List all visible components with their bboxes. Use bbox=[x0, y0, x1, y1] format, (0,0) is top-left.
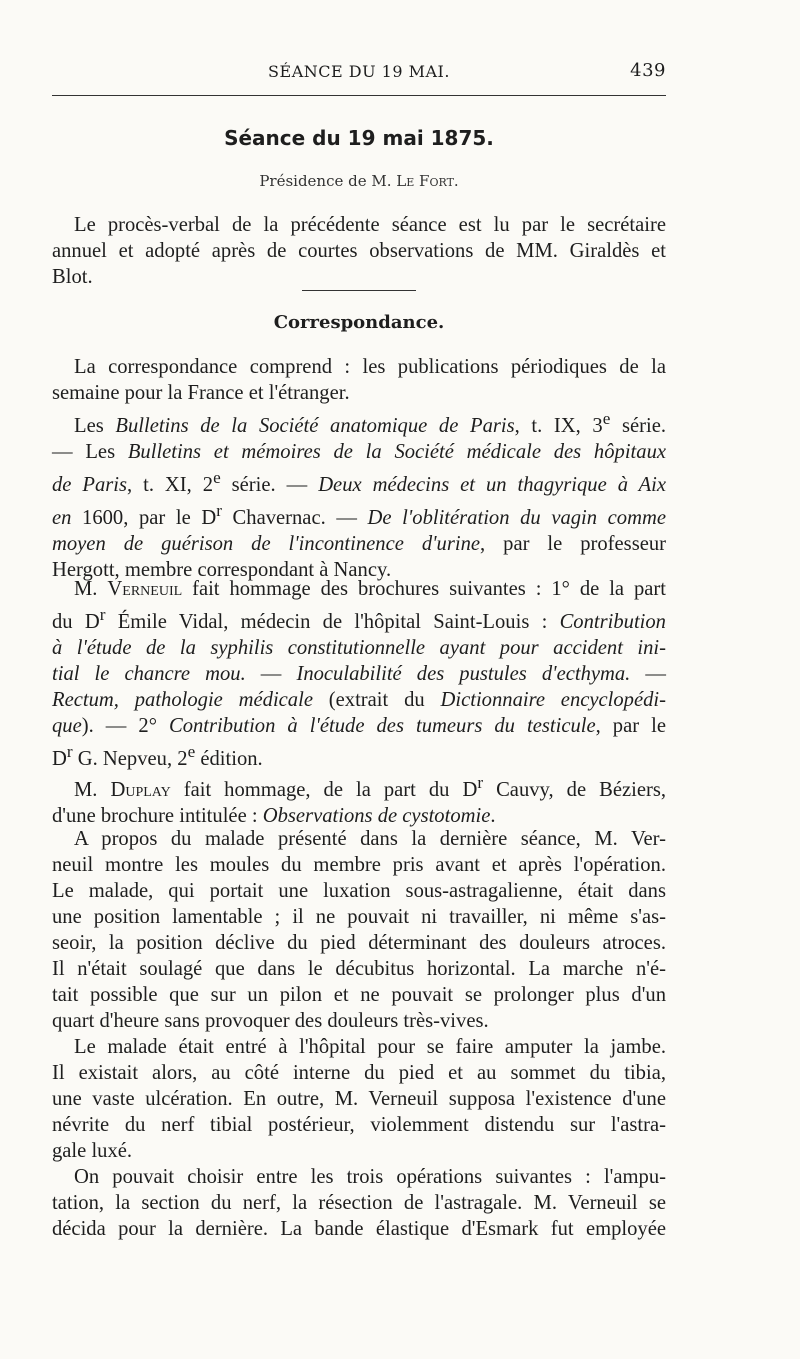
text-line: On pouvait choisir entre les trois opérations suivantes : l'ampu- bbox=[74, 1166, 666, 1188]
text-line: tation, la section du nerf, la résection de l'astragale. M. Verneuil se bbox=[52, 1192, 666, 1214]
text-line: une vaste ulcération. En outre, M. Verneuil supposa l'existence d'une bbox=[52, 1088, 666, 1110]
running-head bbox=[52, 58, 666, 86]
text-line: moyen de guérison de l'incontinence d'urine, par le professeur bbox=[52, 532, 666, 555]
text-line: Le procès-verbal de la précédente séance est lu par le secrétaire bbox=[74, 214, 666, 236]
text-line: décida pour la dernière. La bande élastique d'Esmark fut employée bbox=[52, 1218, 666, 1240]
text-line: Blot. bbox=[52, 266, 93, 288]
text-line: $D^r$ G. Nepveu, 2e édition. bbox=[52, 741, 263, 770]
correspondance-paragraph-2 bbox=[52, 406, 666, 583]
text-line: Hergott, membre correspondant à Nancy. bbox=[52, 558, 392, 581]
text-line: seoir, la position déclive du pied déterminant des douleurs atroces. bbox=[52, 932, 666, 954]
text-line: Le malade était entré à l'hôpital pour se faire amputer la jambe. bbox=[74, 1036, 666, 1058]
text-line: La correspondance comprend : les publications périodiques de la bbox=[74, 356, 666, 378]
text-line: Les Bulletins de la Société anatomique de Paris, t. IX, 3e série. bbox=[74, 409, 667, 437]
presidence-name: Le Fort. bbox=[396, 172, 459, 190]
presidence-line bbox=[52, 172, 666, 190]
text-line: — Les Bulletins et mémoires de la Société médicale des hôpitaux bbox=[52, 440, 667, 463]
header-rule bbox=[52, 95, 666, 96]
malade-paragraph bbox=[52, 826, 666, 1034]
text-line: de Paris, t. XI, 2e série. — Deux médecins et un thagyrique à Aix bbox=[52, 467, 667, 496]
text-line: M. Duplay fait hommage, de la part du $D^r$ Cauvy, de Béziers, bbox=[74, 773, 666, 801]
text-line: une position lamentable ; il ne pouvait ni travailler, ni même s'as- bbox=[52, 906, 666, 928]
section-heading: Correspondance. bbox=[273, 312, 445, 333]
text-line: semaine pour la France et l'étranger. bbox=[52, 382, 350, 404]
text-line: tait possible que sur un pilon et ne pouvait se prolonger plus d'un bbox=[52, 984, 666, 1006]
text-line: Rectum, pathologie médicale (extrait du Dictionnaire encyclopédi- bbox=[52, 688, 666, 711]
entre-paragraph bbox=[52, 1034, 666, 1164]
verneuil-paragraph bbox=[52, 576, 666, 772]
text-line: annuel et adopté après de courtes observations de MM. Giraldès et bbox=[52, 240, 666, 262]
text-line: M. Verneuil fait hommage des brochures suivantes : 1° de la part bbox=[74, 578, 667, 600]
text-line: que). — 2° Contribution à l'étude des tumeurs du testicule, par le bbox=[52, 714, 666, 737]
text-line: gale luxé. bbox=[52, 1140, 133, 1162]
text-line: en 1600, par le $D^r$ Chavernac. — De l'oblitération du vagin comme bbox=[52, 500, 666, 529]
session-title: Séance du 19 mai 1875. bbox=[224, 126, 494, 150]
text-line: quart d'heure sans provoquer des douleurs très-vives. bbox=[52, 1010, 489, 1032]
text-line: A propos du malade présenté dans la dernière séance, M. Ver- bbox=[74, 828, 666, 850]
intro-paragraph bbox=[52, 212, 666, 290]
text-line: neuil montre les moules du membre pris avant et après l'opération. bbox=[52, 854, 666, 876]
running-head-title: SÉANCE DU 19 MAI. bbox=[268, 62, 450, 81]
text-line: d'une brochure intitulée : Observations de cystotomie. bbox=[52, 804, 496, 827]
text-line: Il n'était soulagé que dans le décubitus horizontal. La marche n'é- bbox=[52, 958, 666, 980]
duplay-paragraph bbox=[52, 770, 666, 829]
text-line: à l'étude de la syphilis constitutionnelle ayant pour accident ini- bbox=[52, 636, 666, 659]
text-line: Il existait alors, au côté interne du pied et au sommet du tibia, bbox=[52, 1062, 666, 1084]
choix-paragraph bbox=[52, 1164, 666, 1242]
correspondance-paragraph-1 bbox=[52, 354, 666, 406]
presidence-label: Présidence de M. bbox=[259, 172, 392, 190]
text-line: névrite du nerf tibial postérieur, violemment distendu sur l'astra- bbox=[52, 1114, 666, 1136]
text-line: du $D^r$ Émile Vidal, médecin de l'hôpital Saint-Louis : Contribution bbox=[52, 605, 666, 633]
page-number: 439 bbox=[630, 60, 666, 81]
text-line: Le malade, qui portait une luxation sous-astragalienne, était dans bbox=[52, 880, 666, 902]
section-divider bbox=[302, 290, 416, 291]
text-line: tial le chancre mou. — Inoculabilité des pustules d'ecthyma. — bbox=[52, 662, 667, 685]
